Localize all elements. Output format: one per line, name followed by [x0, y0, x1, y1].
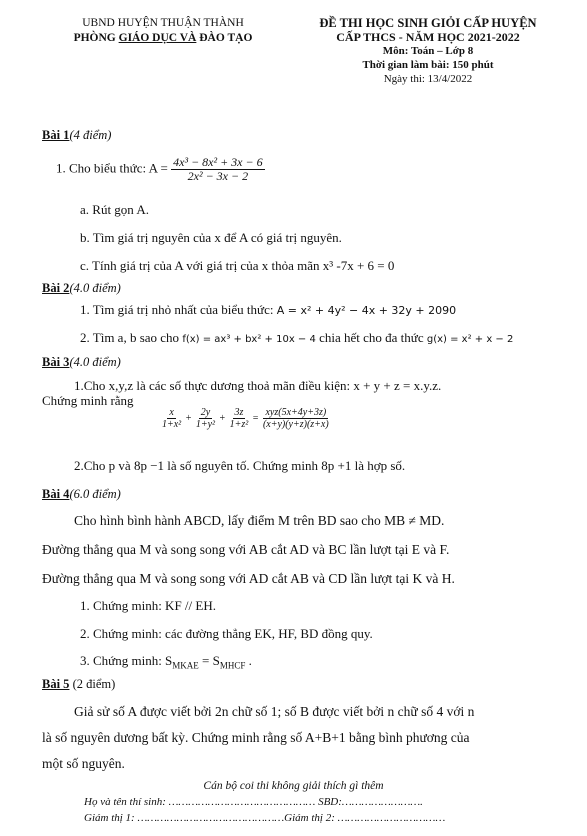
bai2-heading: Bài 2(4.0 điểm)	[42, 281, 121, 295]
bai2-q1: 1. Tìm giá trị nhỏ nhất của biểu thức: A = x² + 4y² − 4x + 32y + 2090	[80, 302, 457, 317]
bai3-q2: 2.Cho p và 8p −1 là số nguyên tố. Chứng minh 8p +1 là hợp số.	[74, 458, 406, 473]
bai1-a: a. Rút gọn A.	[80, 202, 149, 217]
bai1-expression: 1. Cho biểu thức: A = $\frac{\text{4x³ − 8x² + 3x − 6}}{\text{2x² − 3x − 2}}$	[56, 155, 263, 183]
bai1-c: c. Tính giá trị của A với giá trị của x thỏa mãn x³ -7x + 6 = 0	[80, 258, 395, 273]
bai1-heading: Bài 1(4 điểm)	[42, 128, 112, 142]
exam-date: Ngày thi: 13/4/2022	[383, 73, 473, 85]
footer-invigilator-line: Giám thị 1: ………………………………………Giám thị 2: ……………………………	[84, 812, 446, 824]
bai4-q2: 2. Chứng minh: các đường thẳng EK, HF, BD đồng quy.	[80, 626, 373, 641]
bai5-line3: một số nguyên.	[42, 756, 125, 771]
bai4-p2: Đường thẳng qua M và song song với AB cắt AD và BC lần lượt tại E và F.	[42, 542, 450, 557]
bai4-p1: Cho hình bình hành ABCD, lấy điểm M trên BD sao cho MB ≠ MD.	[74, 513, 445, 528]
footer-note: Cán bộ coi thi không giải thích gì thêm	[203, 780, 384, 792]
bai3-equation: $\frac{x}{\text{1+x²}}$ + $\frac{2y}{\text{1+y²}}$ + $\frac{3z}{\text{1+z²}}$ = $\frac{\text{xyz(5x+4y+3z)}}{(x+y)(y+z)(z+x)}$	[162, 407, 329, 430]
exam-title: ĐỀ THI HỌC SINH GIỎI CẤP HUYỆN	[319, 16, 537, 30]
bai5-line2: là số nguyên dương bất kỳ. Chứng minh rằng số A+B+1 bằng bình phương của	[42, 730, 470, 745]
bai4-q1: 1. Chứng minh: KF // EH.	[80, 598, 216, 613]
footer-candidate-line: Họ và tên thí sinh: ……………………………………… SBD:…………………….	[84, 796, 423, 808]
bai4-heading: Bài 4(6.0 điểm)	[42, 487, 121, 501]
bai4-q3: 3. Chứng minh: $S_{MKAE} = S_{MHCF}$ .	[80, 653, 252, 671]
bai1-fraction: $\frac{\text{4x³ − 8x² + 3x − 6}}{\text{2x² − 3x − 2}}$	[173, 155, 263, 183]
exam-level: CẤP THCS - NĂM HỌC 2021-2022	[336, 30, 520, 44]
bai4-p3: Đường thẳng qua M và song song với AD cắt AB và CD lần lượt tại K và H.	[42, 571, 455, 586]
header-right	[278, 16, 578, 86]
bai3-q1-line2: Chứng minh rằng	[42, 393, 134, 408]
header-department: PHÒNG GIÁO DỤC VÀ ĐÀO TẠO	[73, 32, 253, 44]
header-authority: UBND HUYỆN THUẬN THÀNH	[82, 17, 244, 29]
bai1-b: b. Tìm giá trị nguyên của x để A có giá trị nguyên.	[80, 230, 342, 245]
bai2-q2: 2. Tìm a, b sao cho f(x) = ax³ + bx² + 10x − 4 chia hết cho đa thức g(x) = x² + x − 2	[80, 330, 514, 345]
bai5-heading: Bài 5 (2 điểm)	[42, 677, 116, 691]
bai5-line1: Giả sử số A được viết bởi 2n chữ số 1; số B được viết bởi n chữ số 4 với n	[74, 704, 475, 719]
bai3-heading: Bài 3(4.0 điểm)	[42, 355, 121, 369]
exam-subject: Môn: Toán – Lớp 8	[382, 45, 474, 57]
header-left	[28, 16, 298, 46]
exam-duration: Thời gian làm bài: 150 phút	[362, 59, 494, 71]
bai3-q1-line1: 1.Cho x,y,z là các số thực dương thoả mãn điều kiện: x + y + z = x.y.z.	[74, 378, 442, 393]
